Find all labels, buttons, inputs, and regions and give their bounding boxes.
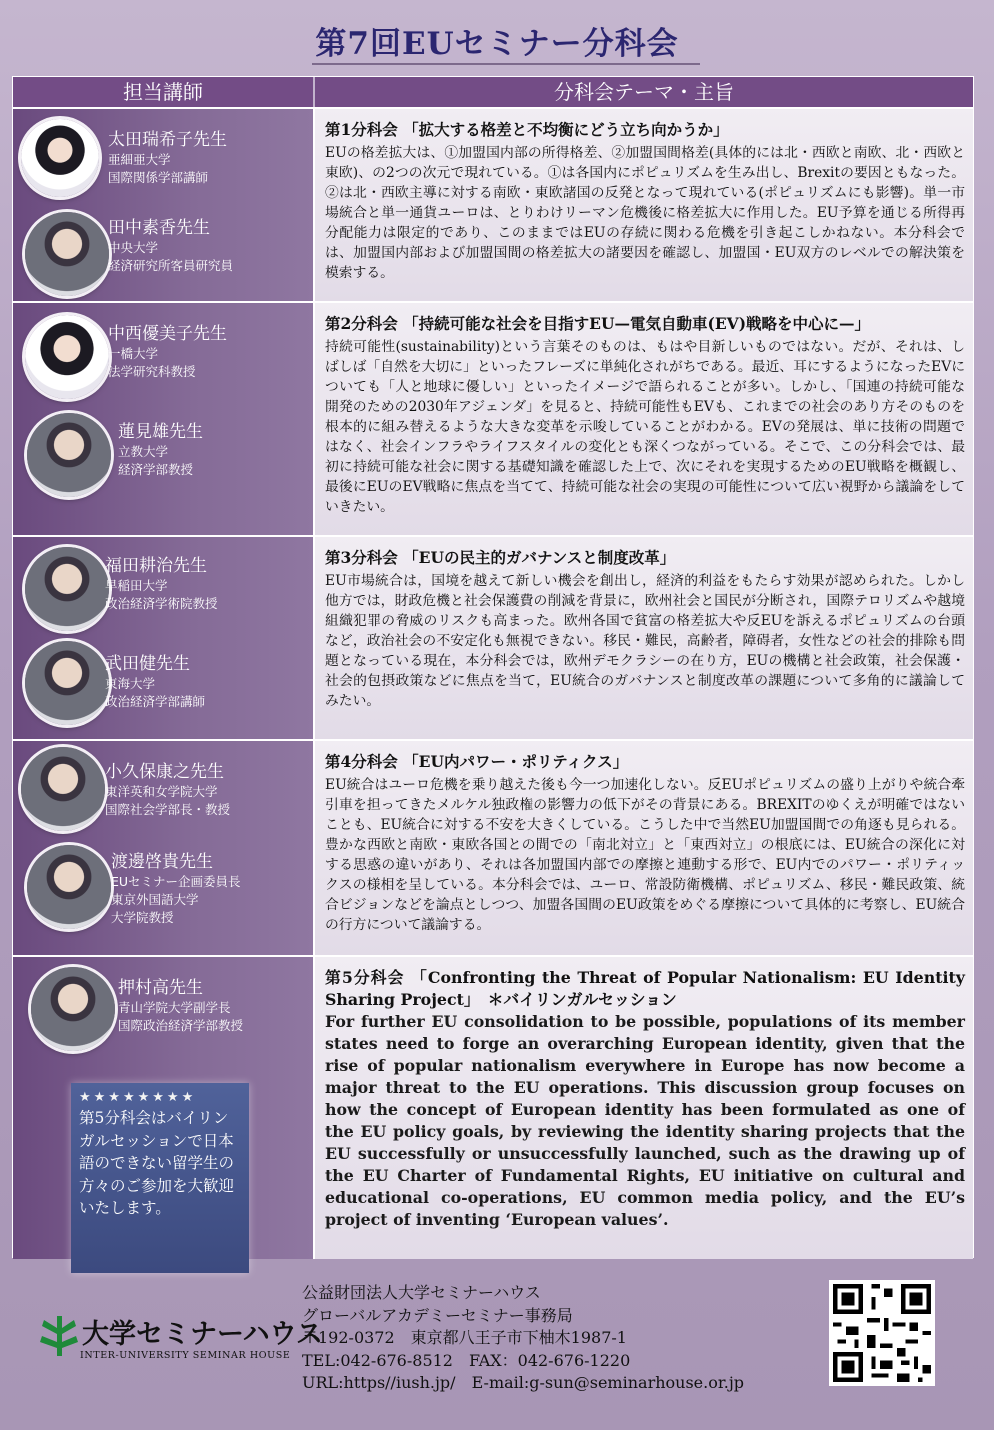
lecturer-affiliation: 政治経済学部講師 [105, 694, 206, 709]
session-description: For further EU consolidation to be possible, populations of its member states need to forge an overarching European identity, given that the rise of popular nationalism everywhere in Europe has now become a major threat to the EU operations. This discussion group focuses on how the concept of European identity has been formulated as one of the EU policy goals, by reviewing the identity sharing projects that the EU successfully or unsuccessfully launched, such as the drawing up of the EU Charter of Fundamental Rights, EU initiative on cultural and educational co-operations, EU common media policy, and the EU’s project of inventing ‘European values’. [325, 1012, 965, 1229]
contact-line: 〒192-0372 東京都八王子市下柚木1987-1 [302, 1328, 627, 1347]
lecturer-name: 渡邊啓貴先生 [111, 852, 213, 872]
session-title: 第1分科会 「拡大する格差と不均衡にどう立ち向かうか」 [325, 120, 729, 139]
seminar-house-logo-icon [40, 1314, 78, 1358]
session-description: EUの格差拡大は、①加盟国内部の所得格差、②加盟国間格差(具体的には北・西欧と南欧、北・西欧と東欧)、の2つの次元で現れている。①は各国内にポピュリズムを生み出し、Brexitの要因ともなった。②は北・西欧主導に対する南欧・東欧諸国の反発となって現れている(ポピュリズムにも影響)。単一市場統合と単一通貨ユーロは、とりわけリーマン危機後に格差拡大に作用した。EU予算を通じる所得再分配能力は限定的であり、このままではEUの存続に関わる危機を引き起こしかねない。本分科会では、加盟国内部および加盟国間の格差拡大の諸要因を確認し、加盟国・EU双方のレベルでの解決策を模索する。 [325, 145, 965, 281]
lecturer-affiliation: 立教大学 [118, 444, 169, 459]
note-text: 第5分科会はバイリンガルセッションで日本語のできない留学生の方々のご参加を大歓迎いたします。 [79, 1109, 235, 1217]
note-stars: ★★★★★★★★ [79, 1090, 197, 1105]
lecturer-info [105, 761, 230, 819]
lecturer-affiliation: 中央大学 [108, 240, 159, 255]
bilingual-note [71, 1083, 249, 1273]
lecturer-affiliation: 青山学院大学副学長 [118, 1000, 231, 1015]
lecturer-name: 中西優美子先生 [108, 324, 227, 344]
lecturer-cell [13, 303, 313, 535]
session-row-3 [13, 535, 973, 739]
title-underline [312, 63, 700, 65]
lecturer-affiliation: 東海大学 [105, 676, 156, 691]
lecturer-info [118, 421, 203, 479]
session-row-1 [13, 107, 973, 301]
session-row-4 [13, 739, 973, 955]
theme-cell [315, 303, 973, 535]
lecturer-photo [27, 845, 111, 929]
footer [0, 1260, 994, 1430]
lecturer-name: 田中素香先生 [108, 218, 210, 238]
contact-line[interactable]: URL:https//iush.jp/ E-mail:g-sun@seminarhouse.or.jp [302, 1373, 745, 1392]
lecturer-name: 蓮見雄先生 [118, 422, 203, 442]
lecturer-affiliation: 大学院教授 [111, 910, 174, 925]
lecturer-photo [27, 413, 111, 497]
lecturer-info [118, 977, 243, 1035]
lecturer-photo [25, 641, 109, 725]
session-title: 第3分科会 「EUの民主的ガバナンスと制度改革」 [325, 548, 676, 567]
lecturer-affiliation: 東京外国語大学 [111, 892, 199, 907]
lecturer-photo [25, 547, 109, 631]
session-title: 第5分科会 「Confronting the Threat of Popular Nationalism: EU Identity Sharing Project」 ＊バイリンガルセッション [325, 968, 965, 1009]
lecturer-affiliation: 国際政治経済学部教授 [118, 1018, 244, 1033]
header-theme: 分科会テーマ・主旨 [315, 77, 973, 107]
session-title: 第4分科会 「EU内パワー・ポリティクス」 [325, 752, 629, 771]
session-description: 持続可能性(sustainability)という言葉そのものは、もはや目新しいものではない。だが、それは、しばしば「自然を大切に」といったフレーズに単純化されがちである。最近、耳にするようになったEVについても「人と地球に優しい」といったイメージで語られることが多い。しかし、「国連の持続可能な開発のための2030年アジェンダ」を見ると、持続可能性もEVも、これまでの社会のあり方そのものを根本的に組み替えるような大きな変革を示唆していることがわかる。EVの発展は、単に技術の問題ではなく、社会インフラやライフスタイルの変化とも深くつながっている。そこで、この分科会では、最初に持続可能な社会に関する基礎知識を確認した上で、次にそれを実現するためのEU戦略を概観し、最後にEUのEV戦略に焦点を当てて、持続可能な社会の実現の可能性について広い視野から議論をしていきたい。 [325, 339, 965, 515]
lecturer-info [105, 555, 218, 613]
session-description: EU統合はユーロ危機を乗り越えた後も今一つ加速化しない。反EUポピュリズムの盛り上がりや統合牽引車を担ってきたメルケル独政権の影響力の低下がその背景にある。BREXITのゆくえが明確ではないことも、EU統合に対する不安を大きくしている。こうした中で当然EU加盟国間での角逐も見られる。豊かな西欧と南欧・東欧各国との間での「南北対立」と「東西対立」の根底には、EU統合の深化に対する思惑の違いがあり、それは各加盟国内部での摩擦と連動する形で、EU内でのパワー・ポリティックスの様相を呈している。本分科会では、ユーロ、常設防衛機構、ポピュリズム、移民・難民政策、統合ビジョンなどを論点としつつ、加盟各国間のEU政策をめぐる摩擦について具体的に考察し、EU統合の行方について議論する。 [325, 777, 965, 933]
lecturer-info [108, 323, 227, 381]
session-title: 第2分科会 「持続可能な社会を目指すEU—電気自動車(EV)戦略を中心に—」 [325, 314, 871, 333]
lecturer-info [108, 217, 233, 275]
lecturer-affiliation: 国際社会学部長・教授 [105, 802, 231, 817]
logo-text: 大学セミナーハウス [82, 1319, 323, 1350]
theme-cell [315, 741, 973, 955]
theme-cell [315, 109, 973, 301]
lecturer-photo [21, 747, 105, 831]
lecturer-cell [13, 957, 313, 1259]
lecturer-cell [13, 741, 313, 955]
lecturer-affiliation: 早稲田大学 [105, 578, 168, 593]
lecturer-name: 小久保康之先生 [105, 762, 224, 782]
contact-line: グローバルアカデミーセミナー事務局 [302, 1305, 573, 1325]
lecturer-cell [13, 109, 313, 301]
lecturer-affiliation: 法学研究科教授 [108, 364, 196, 379]
lecturer-info [105, 653, 205, 711]
page-title: 第7回EUセミナー分科会 [315, 26, 679, 62]
theme-cell [315, 957, 973, 1259]
lecturer-name: 太田瑞希子先生 [108, 130, 227, 150]
lecturer-affiliation: 一橋大学 [108, 346, 159, 361]
header-lecturers: 担当講師 [13, 77, 313, 107]
theme-cell [315, 537, 973, 739]
lecturer-name: 武田健先生 [105, 654, 190, 674]
contact-line: TEL:042-676-8512 FAX：042-676-1220 [302, 1350, 631, 1370]
contact-info [302, 1282, 744, 1395]
lecturer-cell [13, 537, 313, 739]
lecturer-info [111, 851, 241, 927]
lecturer-affiliation: 国際関係学部講師 [108, 170, 209, 185]
lecturer-photo [25, 212, 109, 296]
lecturer-info [108, 129, 227, 187]
lecturer-name: 福田耕治先生 [105, 556, 207, 576]
logo-subtitle: INTER-UNIVERSITY SEMINAR HOUSE [80, 1350, 291, 1361]
qr-code-icon [829, 1280, 935, 1386]
lecturer-photo [25, 315, 109, 399]
lecturer-photo [21, 119, 99, 197]
lecturer-name: 押村高先生 [118, 978, 203, 998]
session-description: EU市場統合は，国境を越えて新しい機会を創出し，経済的利益をもたらす効果が認められた。しかし他方では，財政危機と社会保護費の削減を背景に，欧州社会と国民が分断され，国際テロリズムや越境組織犯罪の脅威のリスクも高まった。欧州各国で貧富の格差拡大や反EUを訴えるポピュリズムの台頭など，政治社会の不安定化も無視できない。移民・難民，高齢者，障碍者，女性などの社会的排除も問題となっている現在，本分科会では，欧州デモクラシーの在り方，EUの機構と社会政策，社会保護・社会的包摂政策などに焦点を当て，EU統合のガバナンスと制度改革の課題について多角的に議論してみたい。 [325, 573, 965, 709]
lecturer-affiliation: 経済学部教授 [118, 462, 194, 477]
lecturer-affiliation: 経済研究所客員研究員 [108, 258, 234, 273]
lecturer-affiliation: 東洋英和女学院大学 [105, 784, 218, 799]
seminar-table [12, 76, 974, 1258]
lecturer-affiliation: 政治経済学術院教授 [105, 596, 218, 611]
session-row-5 [13, 955, 973, 1259]
lecturer-photo [31, 967, 115, 1051]
lecturer-affiliation: EUセミナー企画委員長 [111, 874, 241, 889]
session-row-2 [13, 301, 973, 535]
lecturer-affiliation: 亜細亜大学 [108, 152, 171, 167]
contact-line: 公益財団法人大学セミナーハウス [302, 1283, 541, 1302]
